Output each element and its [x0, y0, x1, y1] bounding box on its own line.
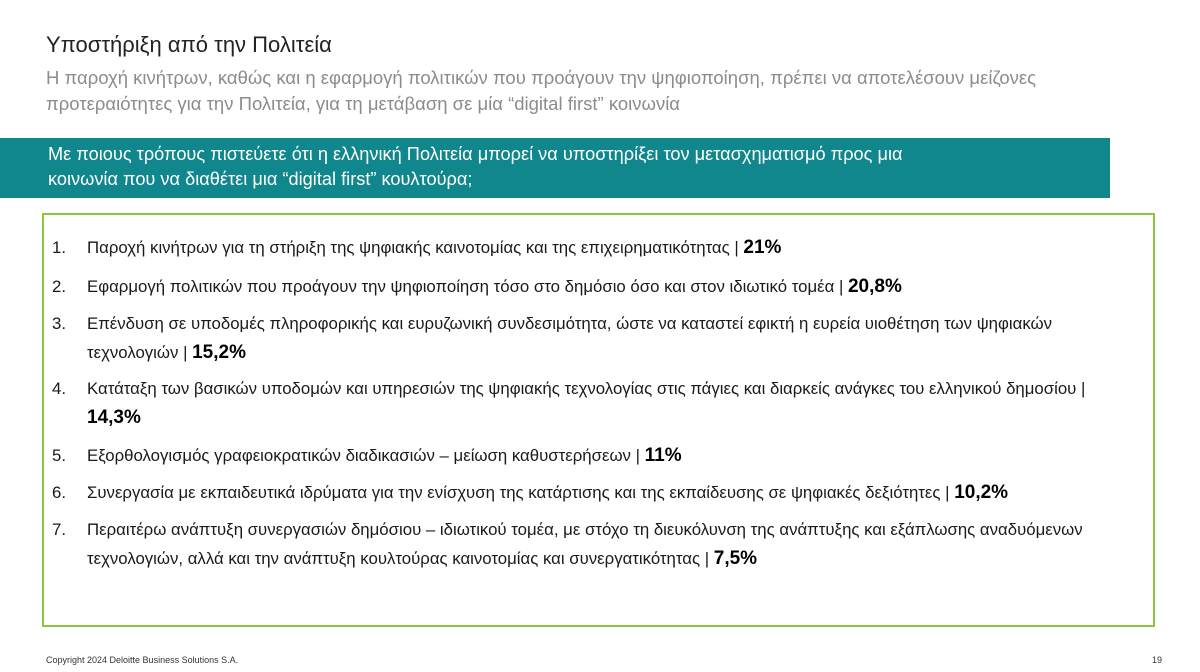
answer-text	[87, 478, 1142, 507]
answer-number: 5.	[52, 446, 66, 465]
answer-item	[52, 515, 1142, 573]
question-banner	[0, 138, 1110, 198]
answer-percentage: 10,2%	[954, 482, 1009, 503]
answer-item	[52, 272, 1142, 301]
copyright-notice: Copyright 2024 Deloitte Business Solutions S.A.	[46, 655, 239, 665]
question-text-line-2: κοινωνία που να διαθέτει μια “digital first” κουλτούρα;	[48, 169, 473, 189]
answer-text	[87, 515, 1142, 573]
answer-number: 6.	[52, 483, 66, 502]
answer-number: 4.	[52, 379, 66, 398]
answer-label: Παροχή κινήτρων για τη στήριξη της ψηφιακής καινοτομίας και της επιχειρηματικότητας |	[87, 238, 744, 257]
answer-item	[52, 441, 1142, 470]
answer-item	[52, 233, 1142, 262]
answer-percentage: 14,3%	[87, 407, 141, 428]
question-text-line-1: Με ποιους τρόπους πιστεύετε ότι η ελληνική Πολιτεία μπορεί να υποστηρίξει τον μετασχηματισμό προς μια	[48, 144, 903, 164]
answer-text	[87, 309, 1142, 367]
answer-label: Επένδυση σε υποδομές πληροφορικής και ευρυζωνική συνδεσιμότητα, ώστε να καταστεί εφικτή η ευρεία υιοθέτηση των ψηφιακών τεχνολογιών |	[87, 314, 1053, 362]
slide-title: Υποστήριξη από την Πολιτεία	[46, 32, 332, 57]
answer-text	[87, 272, 1142, 301]
answer-label: Εφαρμογή πολιτικών που προάγουν την ψηφιοποίηση τόσο στο δημόσιο όσο και στον ιδιωτικό τομέα |	[87, 277, 848, 296]
answer-number: 7.	[52, 520, 66, 539]
answer-label: Συνεργασία με εκπαιδευτικά ιδρύματα για την ενίσχυση της κατάρτισης και της εκπαίδευσης σε ψηφιακές δεξιότητες |	[87, 483, 955, 502]
answer-item	[52, 374, 1142, 432]
answer-text	[87, 441, 1142, 470]
answer-label: Εξορθολογισμός γραφειοκρατικών διαδικασιών – μείωση καθυστερήσεων |	[87, 446, 645, 465]
answer-item	[52, 478, 1142, 507]
answer-label: Περαιτέρω ανάπτυξη συνεργασιών δημόσιου – ιδιωτικού τομέα, με στόχο τη διευκόλυνση της ανάπτυξης και εξάπλωσης αναδυόμενων τεχνολογιών, αλλά και την ανάπτυξη κουλτούρας καινοτομίας και συνεργατικότητας |	[87, 520, 1083, 568]
answers-box	[42, 213, 1155, 627]
answer-item	[52, 309, 1142, 367]
answer-number: 3.	[52, 314, 66, 333]
answer-percentage: 7,5%	[713, 548, 758, 569]
answer-text	[87, 374, 1142, 432]
page-number: 19	[1151, 655, 1162, 665]
answer-percentage: 11%	[644, 445, 682, 466]
answer-number: 2.	[52, 277, 66, 296]
answer-label: Κατάταξη των βασικών υποδομών και υπηρεσιών της ψηφιακής τεχνολογίας στις πάγιες και διαρκείς ανάγκες του ελληνικού δημοσίου |	[87, 379, 1086, 398]
answer-percentage: 20,8%	[847, 276, 902, 297]
answer-percentage: 15,2%	[192, 342, 246, 363]
answer-percentage: 21%	[743, 237, 782, 258]
answer-text	[87, 233, 1142, 262]
slide-subtitle: Η παροχή κινήτρων, καθώς και η εφαρμογή πολιτικών που προάγουν την ψηφιοποίηση, πρέπει να αποτελέσουν μείζονες προτεραιότητες για την Πολιτεία, για τη μετάβαση σε μία “digital first” κοινωνία	[46, 67, 1037, 114]
answers-list	[52, 233, 1142, 573]
answer-number: 1.	[52, 238, 66, 257]
